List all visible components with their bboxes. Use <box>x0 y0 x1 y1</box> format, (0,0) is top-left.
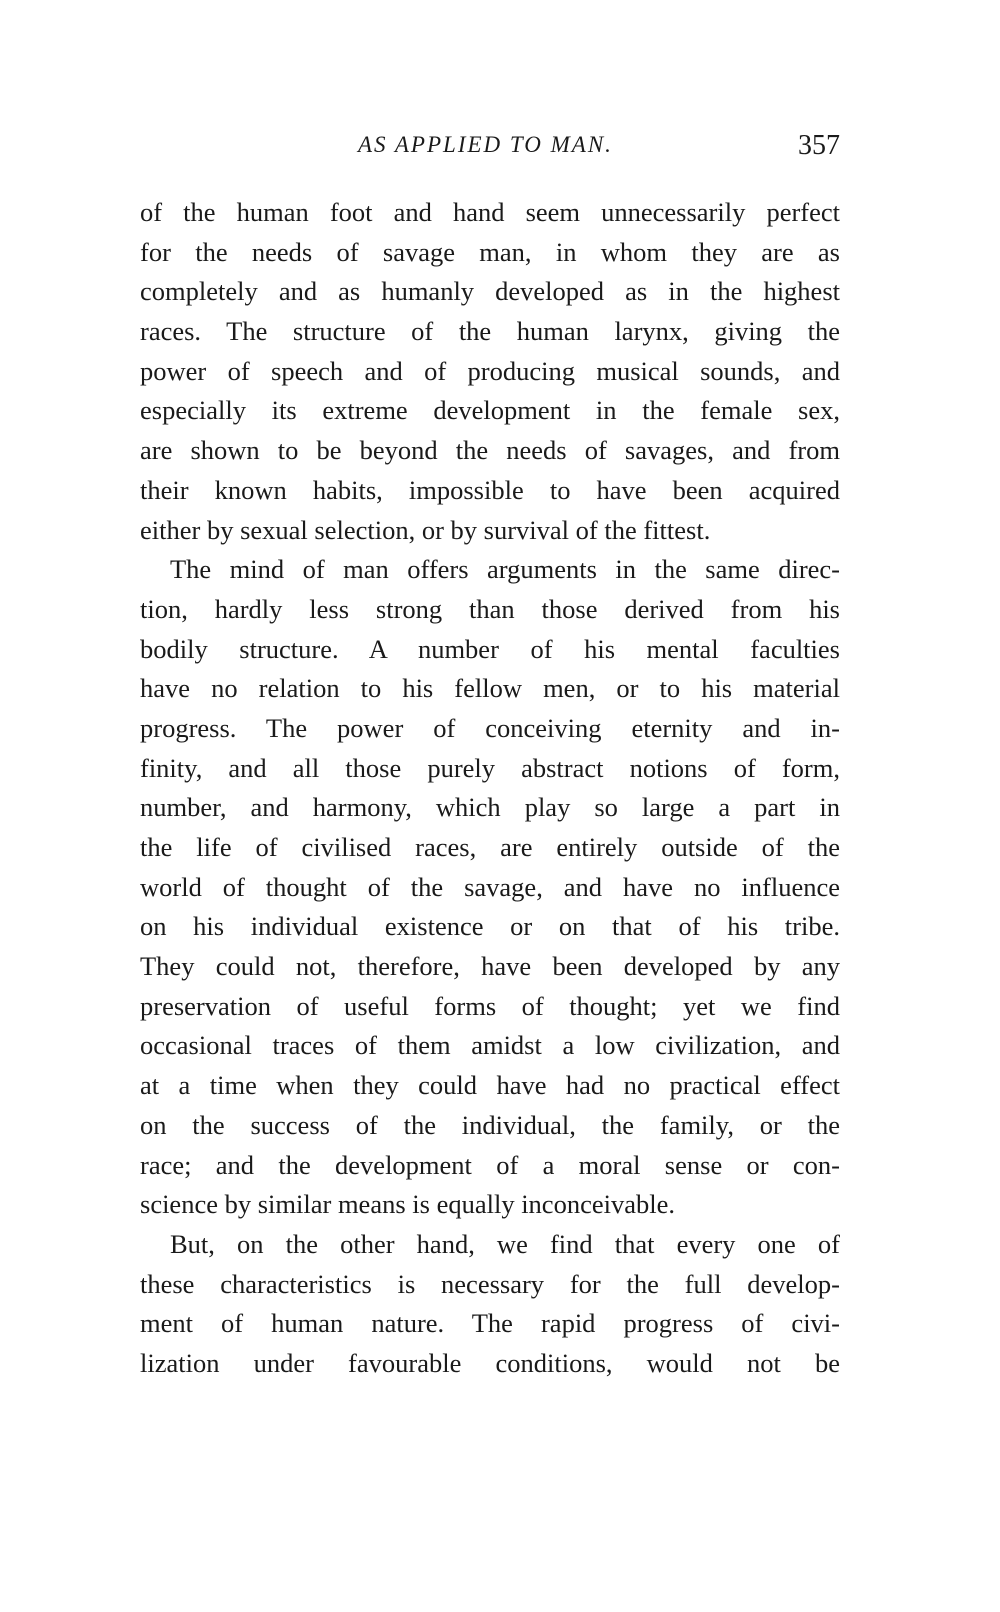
text-line: The mind of man offers arguments in the same direc- <box>170 554 840 585</box>
paragraph-3 <box>140 1225 840 1384</box>
page-number: 357 <box>798 130 840 161</box>
text-line: at a time when they could have had no practical effect <box>140 1070 840 1101</box>
text-line: on the success of the individual, the family, or the <box>140 1109 840 1140</box>
paragraph-2 <box>140 550 840 1225</box>
text-line: completely and as humanly developed as in the highest <box>140 276 840 307</box>
text-line: on his individual existence or on that of his tribe. <box>140 911 840 942</box>
running-title: AS APPLIED TO MAN. <box>358 132 613 157</box>
text-line: science by similar means is equally inconceivable. <box>140 1189 675 1220</box>
paragraph-1 <box>140 193 840 550</box>
text-line: progress. The power of conceiving eternity and in- <box>140 712 840 743</box>
text-line: preservation of useful forms of thought; yet we find <box>140 990 840 1021</box>
text-line: tion, hardly less strong than those derived from his <box>140 593 840 624</box>
text-line: their known habits, impossible to have been acquired <box>140 474 840 505</box>
text-line: But, on the other hand, we find that every one of <box>170 1228 840 1259</box>
text-line: for the needs of savage man, in whom they are as <box>140 236 840 267</box>
running-header <box>140 132 840 166</box>
text-line: lization under favourable conditions, would not be <box>140 1347 840 1378</box>
text-line: the life of civilised races, are entirely outside of the <box>140 832 840 862</box>
text-line: either by sexual selection, or by survival of the fittest. <box>140 514 711 545</box>
text-line: race; and the development of a moral sense or con- <box>140 1149 840 1180</box>
text-line: occasional traces of them amidst a low civilization, and <box>140 1030 840 1061</box>
text-line: races. The structure of the human larynx, giving the <box>140 316 840 347</box>
text-line: are shown to be beyond the needs of savages, and from <box>140 435 840 466</box>
text-line: especially its extreme development in the female sex, <box>140 395 840 426</box>
text-line: power of speech and of producing musical sounds, and <box>140 355 840 386</box>
text-line: world of thought of the savage, and have no influence <box>140 871 840 902</box>
body-text <box>140 193 840 1384</box>
text-line: finity, and all those purely abstract notions of form, <box>140 752 840 783</box>
text-line: of the human foot and hand seem unnecessarily perfect <box>140 197 840 227</box>
text-line: ment of human nature. The rapid progress of civi- <box>140 1308 840 1339</box>
text-line: bodily structure. A number of his mental faculties <box>140 633 840 664</box>
text-line: these characteristics is necessary for the full develop- <box>140 1268 840 1299</box>
text-line: They could not, therefore, have been developed by any <box>140 951 840 982</box>
text-line: number, and harmony, which play so large a part in <box>140 792 840 823</box>
text-line: have no relation to his fellow men, or to his material <box>140 673 840 704</box>
